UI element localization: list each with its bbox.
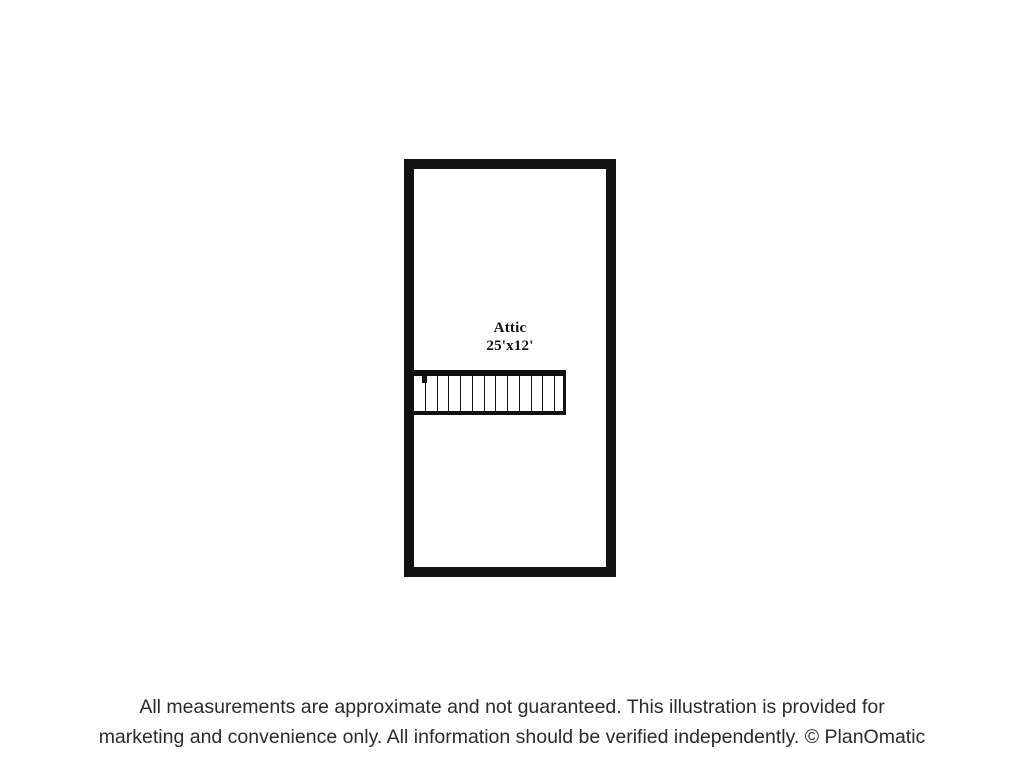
stair-tread (485, 376, 497, 411)
staircase-bottom-rail (414, 411, 566, 415)
attic-room-label (404, 320, 616, 355)
stair-tread (414, 376, 426, 411)
disclaimer-line-2: marketing and convenience only. All information should be verified independently. © PlanOmatic (98, 725, 926, 748)
attic-room-outline (404, 159, 616, 577)
stair-tread (473, 376, 485, 411)
stair-tread (508, 376, 520, 411)
stair-tread (449, 376, 461, 411)
stair-tread (532, 376, 544, 411)
stair-tread (520, 376, 532, 411)
room-dimensions: 25'x12' (486, 337, 534, 354)
stair-tread (461, 376, 473, 411)
disclaimer-line-1: All measurements are approximate and not guaranteed. This illustration is provided for (139, 696, 885, 718)
stair-tread (496, 376, 508, 411)
staircase (414, 370, 566, 415)
stair-tread (543, 376, 555, 411)
room-name: Attic (493, 320, 527, 336)
staircase-right-rail (563, 370, 566, 415)
stair-tread (426, 376, 438, 411)
stair-tread (438, 376, 450, 411)
staircase-treads (414, 376, 566, 411)
disclaimer-text (0, 693, 1024, 752)
